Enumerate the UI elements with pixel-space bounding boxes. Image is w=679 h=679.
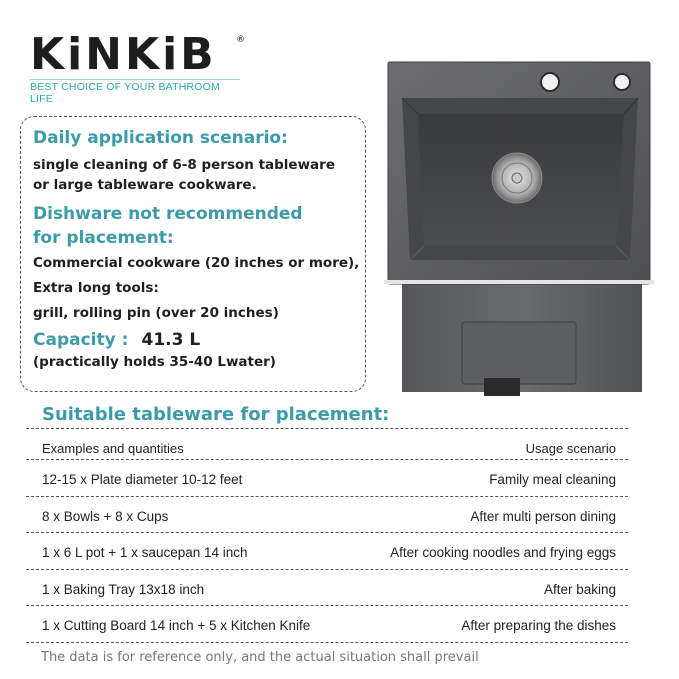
header-examples: Examples and quantities — [42, 441, 184, 456]
row-usage: After baking — [543, 581, 616, 597]
capacity-label: Capacity : — [33, 330, 129, 350]
brand-name: KiNKiB — [30, 29, 217, 80]
header-usage: Usage scenario — [525, 441, 616, 456]
capacity-value: 41.3 L — [141, 330, 201, 350]
row-usage: After preparing the dishes — [461, 618, 616, 634]
tableware-table — [26, 428, 628, 643]
brand-tagline: BEST CHOICE OF YOUR BATHROOM LIFE — [30, 79, 240, 105]
table-row — [26, 605, 628, 643]
not-recommended-item-2: Extra long tools: — [33, 280, 159, 296]
not-recommended-item-3: grill, rolling pin (over 20 inches) — [33, 305, 279, 321]
row-usage: Family meal cleaning — [489, 472, 616, 487]
capacity-line — [33, 329, 361, 352]
table-row — [26, 569, 628, 606]
sink-image — [384, 60, 654, 400]
table-header-row — [26, 428, 628, 459]
application-info-box — [20, 116, 366, 392]
not-recommended-title-2: for placement: — [33, 228, 174, 248]
scenario-title: Daily application scenario: — [33, 128, 288, 148]
scenario-line-1: single cleaning of 6-8 person tableware — [33, 157, 335, 173]
row-example: 1 x 6 L pot + 1 x saucepan 14 inch — [42, 545, 248, 561]
table-row — [26, 459, 628, 496]
table-row — [26, 496, 628, 533]
row-usage: After cooking noodles and frying eggs — [390, 545, 616, 561]
not-recommended-item-1: Commercial cookware (20 inches or more), — [33, 255, 360, 271]
row-example: 1 x Baking Tray 13x18 inch — [42, 581, 205, 597]
capacity-note: (practically holds 35-40 Lwater) — [33, 354, 276, 370]
not-recommended-title-1: Dishware not recommended — [33, 204, 303, 224]
row-usage: After multi person dining — [470, 508, 616, 524]
row-example: 1 x Cutting Board 14 inch + 5 x Kitchen Knife — [42, 618, 311, 634]
registered-mark: ® — [236, 35, 245, 45]
scenario-line-2: or large tableware cookware. — [33, 177, 257, 193]
reference-disclaimer: The data is for reference only, and the actual situation shall prevail — [41, 650, 479, 665]
tableware-section-title: Suitable tableware for placement: — [42, 404, 390, 425]
row-example: 12-15 x Plate diameter 10-12 feet — [42, 472, 243, 487]
table-row — [26, 532, 628, 569]
row-example: 8 x Bowls + 8 x Cups — [42, 508, 169, 524]
brand-logo — [30, 29, 250, 105]
